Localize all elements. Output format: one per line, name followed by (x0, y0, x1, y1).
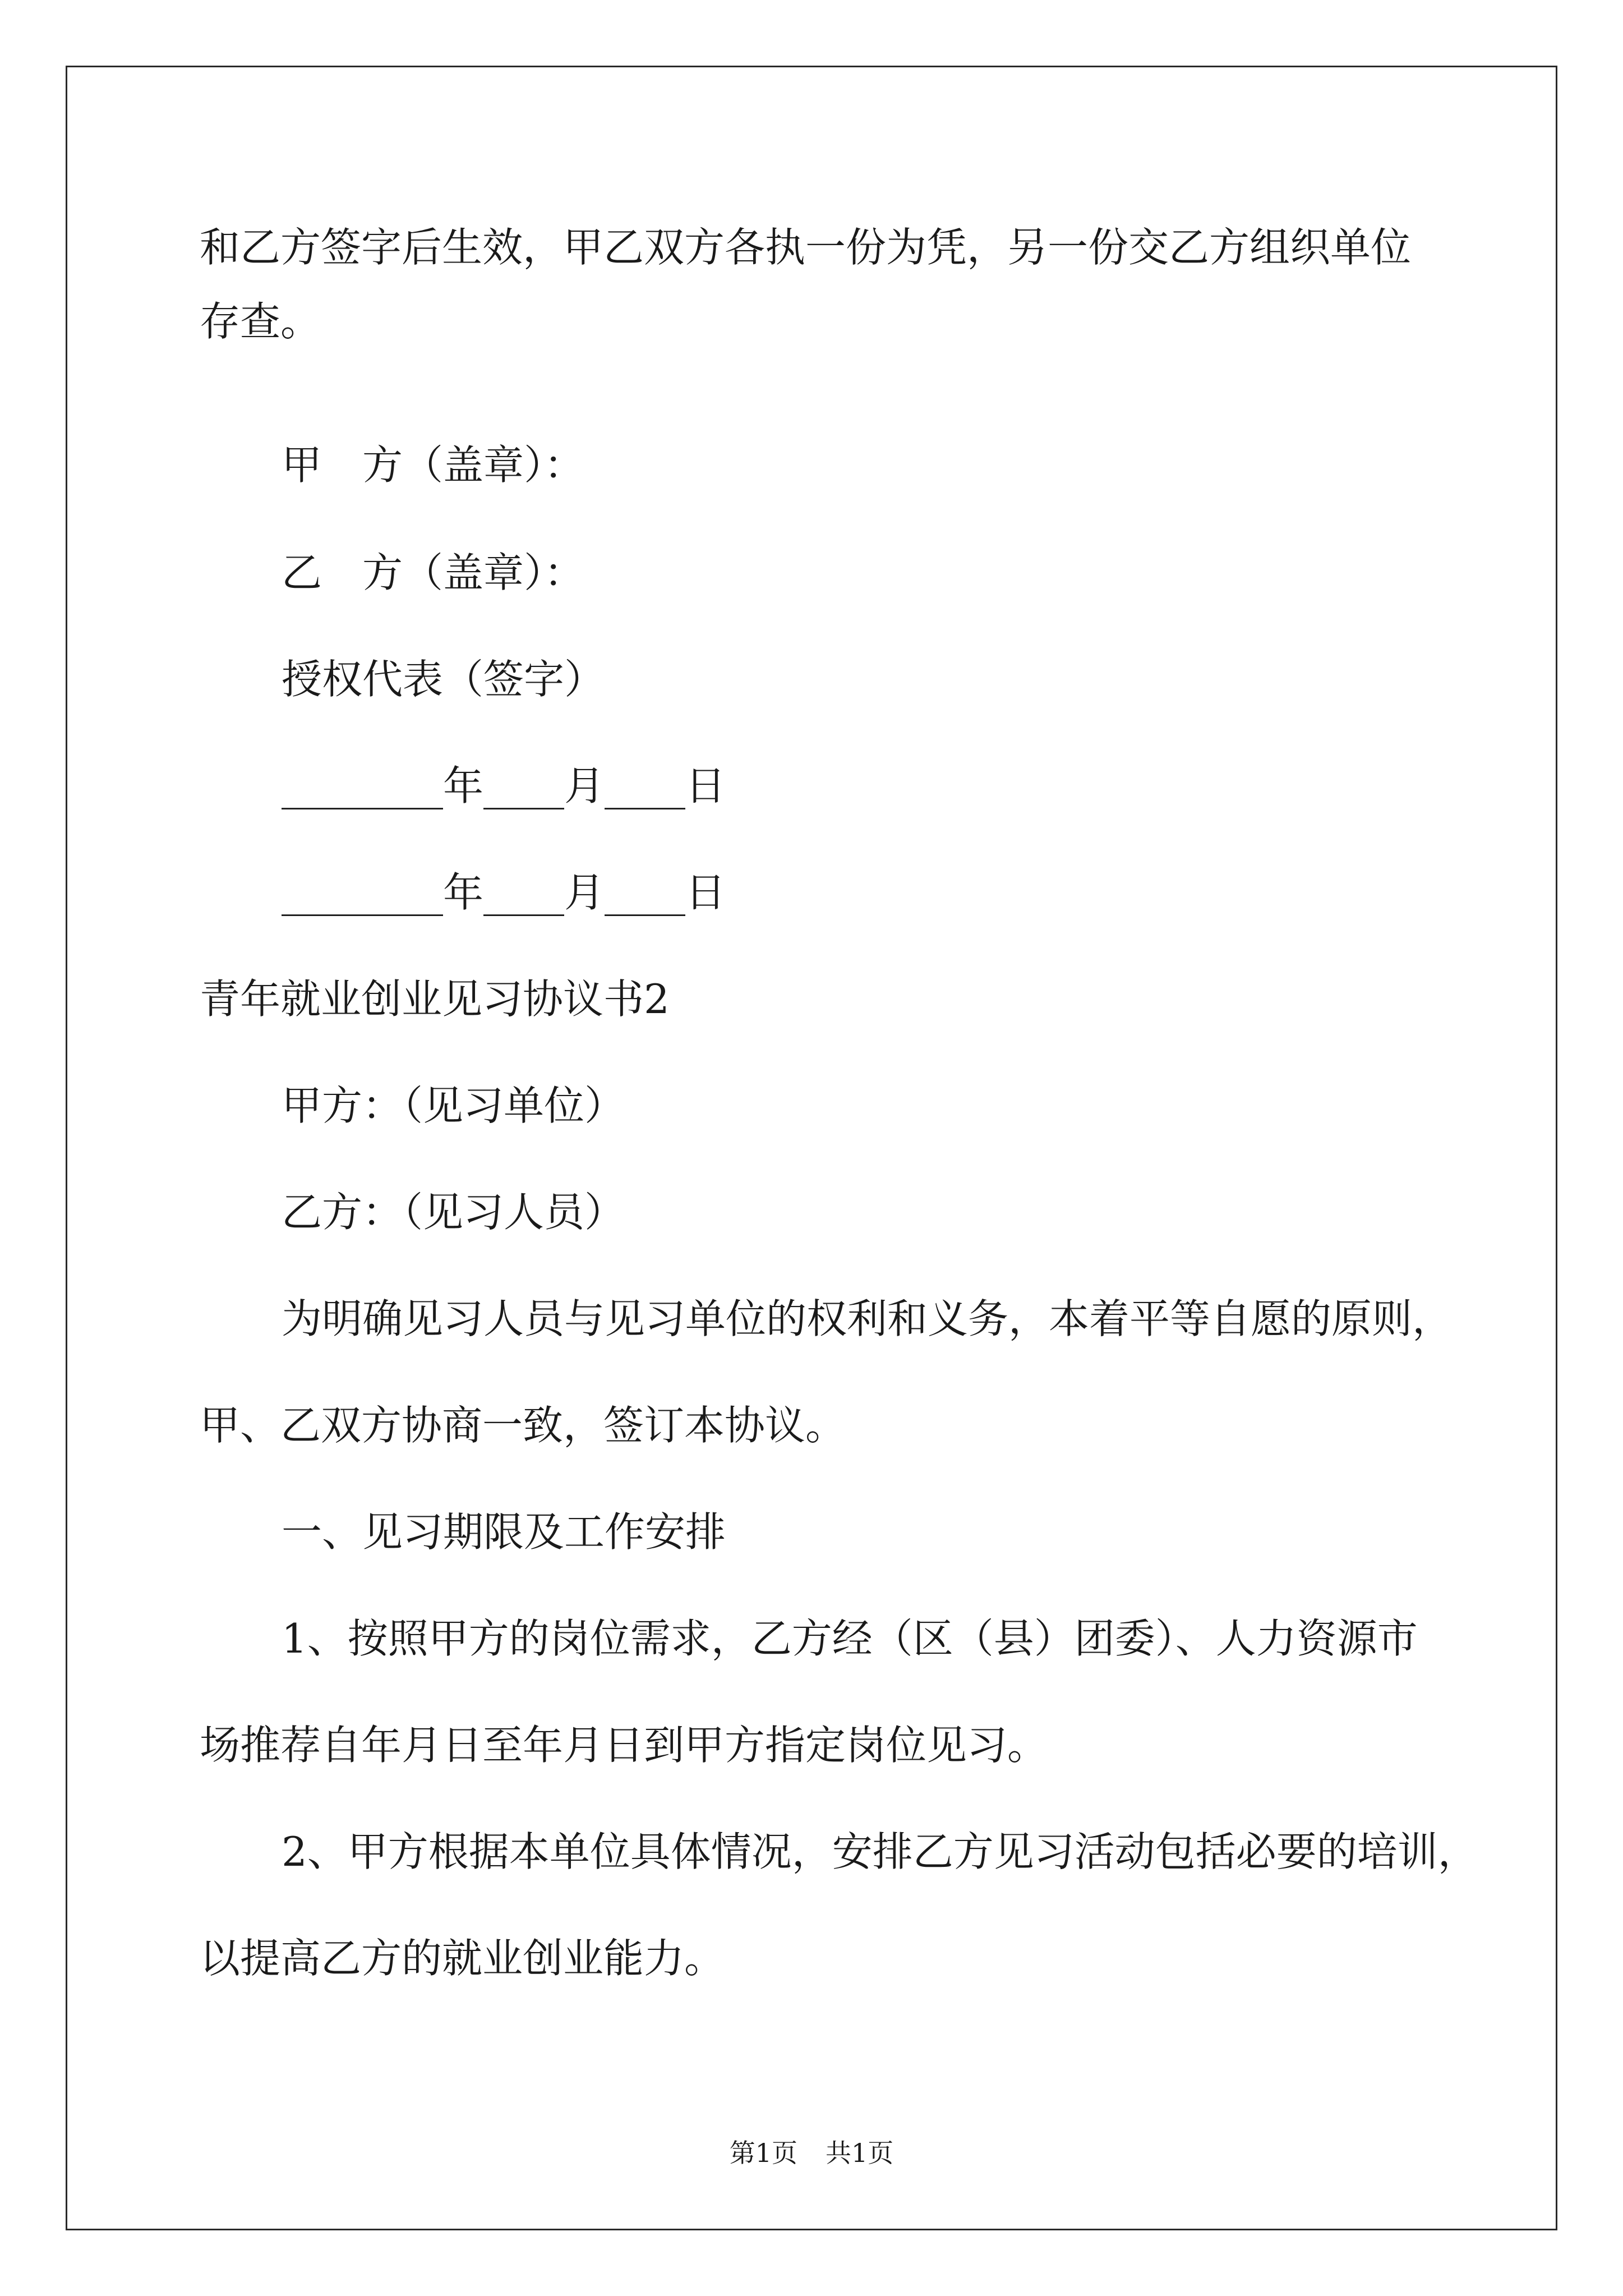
paragraph-line: 以提高乙方的就业创业能力。 (200, 1935, 725, 1982)
paragraph-line: 和乙方签字后生效，甲乙双方各执一份为凭，另一份交乙方组织单位 (200, 224, 1412, 271)
party-a-line: 甲方：（见习单位） (282, 1082, 625, 1129)
party-b-line: 乙方：（见习人员） (282, 1189, 625, 1236)
party-a-seal-line: 甲 方（盖章）： (282, 441, 585, 489)
clause-heading: 一、见习期限及工作安排 (282, 1508, 726, 1556)
page-total: 共1页 (826, 2138, 894, 2168)
page-border (66, 66, 1557, 2230)
date-line: ________年____月____日 (282, 762, 726, 809)
paragraph-line: 为明确见习人员与见习单位的权利和义务，本着平等自愿的原则， (282, 1295, 1453, 1342)
paragraph-line: 存查。 (200, 298, 321, 345)
paragraph-line: 场推荐自年月日至年月日到甲方指定岗位见习。 (200, 1722, 1048, 1769)
date-line: ________年____月____日 (282, 869, 726, 916)
paragraph-line: 2、甲方根据本单位具体情况，安排乙方见习活动包括必要的培训， (282, 1828, 1478, 1875)
section-title: 青年就业创业见习协议书2 (200, 976, 670, 1023)
page-footer (0, 2140, 1623, 2166)
signature-line: 授权代表（签字） (282, 656, 605, 703)
page-number: 第1页 (729, 2138, 797, 2168)
party-b-seal-line: 乙 方（盖章）： (282, 549, 585, 596)
paragraph-line: 甲、乙双方协商一致，签订本协议。 (200, 1402, 846, 1449)
paragraph-line: 1、按照甲方的岗位需求，乙方经（区（县）团委）、人力资源市 (282, 1615, 1418, 1662)
